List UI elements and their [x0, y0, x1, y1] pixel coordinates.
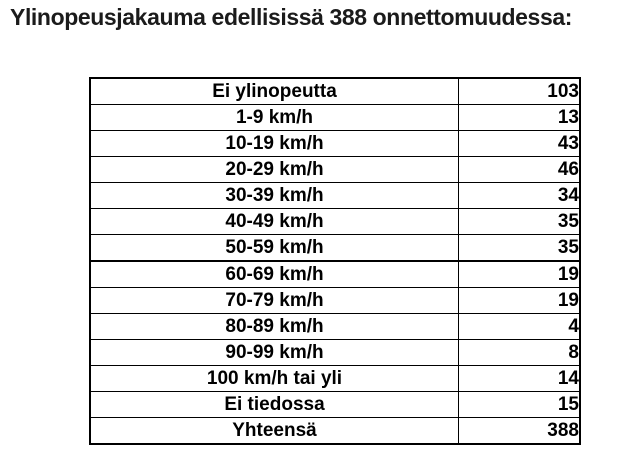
- table-row: [90, 288, 580, 314]
- count-cell: 19: [459, 261, 581, 288]
- count-cell: 34: [459, 183, 581, 209]
- count-cell: 35: [459, 209, 581, 235]
- table-row: [90, 183, 580, 209]
- table-row: [90, 392, 580, 418]
- table-row: [90, 157, 580, 183]
- total-label-cell: Yhteensä: [90, 418, 459, 445]
- table-row: [90, 78, 580, 105]
- table-row: [90, 235, 580, 262]
- speed-range-cell: 50-59 km/h: [90, 235, 459, 262]
- count-cell: 46: [459, 157, 581, 183]
- speed-range-cell: 10-19 km/h: [90, 131, 459, 157]
- count-cell: 4: [459, 314, 581, 340]
- speed-range-cell: 80-89 km/h: [90, 314, 459, 340]
- speed-distribution-table: [89, 77, 581, 445]
- table-row: [90, 366, 580, 392]
- count-cell: 15: [459, 392, 581, 418]
- speed-range-cell: 60-69 km/h: [90, 261, 459, 288]
- speed-range-cell: 30-39 km/h: [90, 183, 459, 209]
- speed-range-cell: Ei ylinopeutta: [90, 78, 459, 105]
- count-cell: 14: [459, 366, 581, 392]
- table-row: [90, 105, 580, 131]
- count-cell: 35: [459, 235, 581, 262]
- count-cell: 43: [459, 131, 581, 157]
- table-row: [90, 261, 580, 288]
- speed-range-cell: 70-79 km/h: [90, 288, 459, 314]
- count-cell: 19: [459, 288, 581, 314]
- speed-range-cell: 90-99 km/h: [90, 340, 459, 366]
- speed-range-cell: Ei tiedossa: [90, 392, 459, 418]
- table-row: [90, 340, 580, 366]
- count-cell: 13: [459, 105, 581, 131]
- speed-range-cell: 100 km/h tai yli: [90, 366, 459, 392]
- speed-range-cell: 40-49 km/h: [90, 209, 459, 235]
- table-row-total: [90, 418, 580, 445]
- table-row: [90, 314, 580, 340]
- table-row: [90, 131, 580, 157]
- total-count-cell: 388: [459, 418, 581, 445]
- speed-range-cell: 1-9 km/h: [90, 105, 459, 131]
- table-row: [90, 209, 580, 235]
- count-cell: 8: [459, 340, 581, 366]
- speed-range-cell: 20-29 km/h: [90, 157, 459, 183]
- count-cell: 103: [459, 78, 581, 105]
- page-title: Ylinopeusjakauma edellisissä 388 onnettomuudessa:: [10, 4, 572, 30]
